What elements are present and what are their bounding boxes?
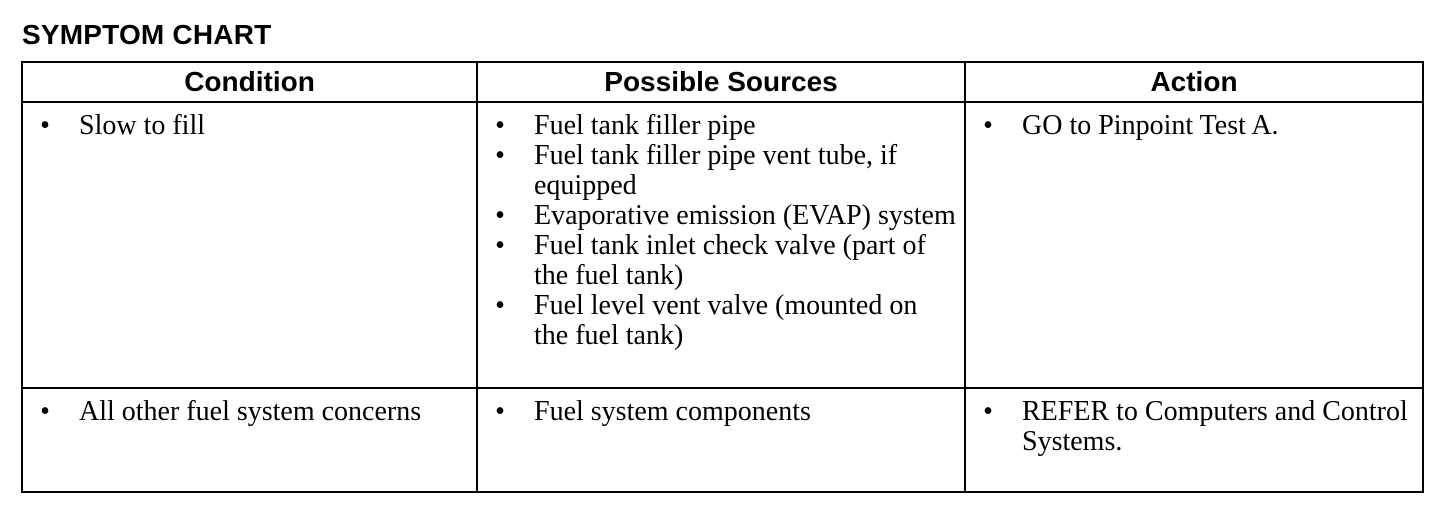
source-text: Fuel tank inlet check valve (part of the fuel tank) (534, 230, 926, 291)
bullet-icon: • (495, 290, 505, 321)
column-header-condition: Condition (22, 62, 477, 102)
sources-cell (477, 388, 965, 492)
column-header-action: Action (965, 62, 1423, 102)
bullet-icon: • (40, 396, 50, 427)
source-text: Fuel system components (534, 396, 811, 427)
list-item (490, 231, 956, 291)
list-item (490, 141, 956, 201)
condition-text: All other fuel system concerns (79, 396, 422, 427)
list-item (35, 397, 468, 427)
bullet-icon: • (495, 140, 505, 171)
bullet-icon: • (983, 110, 993, 141)
sources-list (490, 111, 956, 351)
sources-list (490, 397, 956, 427)
list-item (978, 111, 1414, 141)
action-text: GO to Pinpoint Test A. (1022, 110, 1279, 141)
list-item (35, 111, 468, 141)
list-item (490, 111, 956, 141)
column-header-possible-sources: Possible Sources (477, 62, 965, 102)
list-item (490, 201, 956, 231)
symptom-table (21, 61, 1424, 493)
table-row (22, 102, 1423, 388)
list-item (978, 397, 1414, 457)
condition-list (35, 397, 468, 427)
action-cell (965, 102, 1423, 388)
bullet-icon: • (983, 396, 993, 427)
bullet-icon: • (495, 396, 505, 427)
list-item (490, 291, 956, 351)
condition-text: Slow to fill (79, 110, 206, 141)
action-cell (965, 388, 1423, 492)
bullet-icon: • (495, 230, 505, 261)
bullet-icon: • (40, 110, 50, 141)
source-text: Fuel level vent valve (mounted on the fuel tank) (534, 290, 918, 351)
condition-cell (22, 102, 477, 388)
action-text: REFER to Computers and Control Systems. (1022, 396, 1408, 457)
action-list (978, 111, 1414, 141)
action-list (978, 397, 1414, 457)
list-item (490, 397, 956, 427)
table-row (22, 388, 1423, 492)
bullet-icon: • (495, 110, 505, 141)
bullet-icon: • (495, 200, 505, 231)
sources-cell (477, 102, 965, 388)
condition-cell (22, 388, 477, 492)
condition-list (35, 111, 468, 141)
page-title: SYMPTOM CHART (22, 19, 272, 50)
source-text: Evaporative emission (EVAP) system (534, 200, 956, 231)
table-header-row (22, 62, 1423, 102)
source-text: Fuel tank filler pipe vent tube, if equipped (534, 140, 898, 201)
source-text: Fuel tank filler pipe (534, 110, 756, 141)
